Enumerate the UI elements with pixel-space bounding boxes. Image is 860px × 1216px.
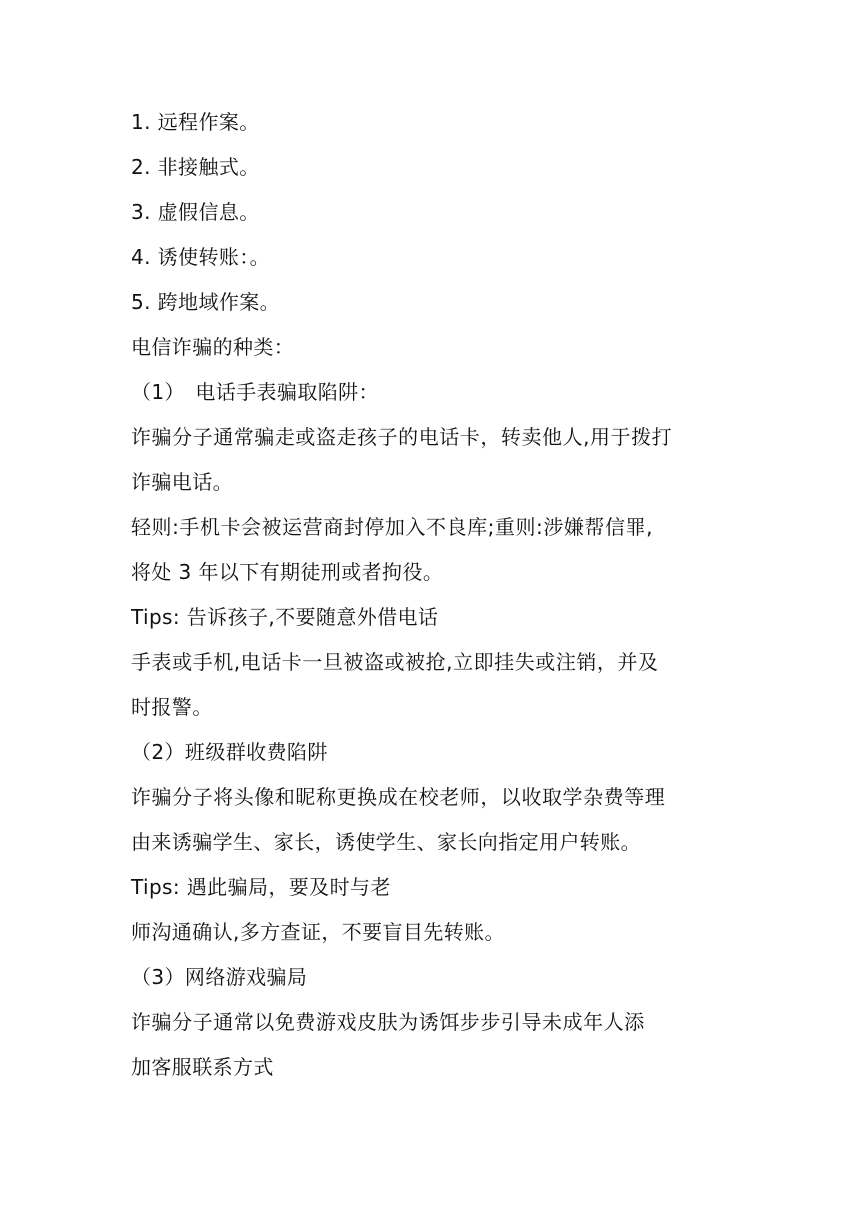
paragraph-line: 师沟通确认,多方查证，不要盲目先转账。 — [131, 920, 505, 944]
paragraph-line: 诈骗分子将头像和昵称更换成在校老师，以收取学杂费等理 — [131, 785, 666, 809]
subheading-online-game-scam: （3）网络游戏骗局 — [131, 965, 308, 989]
list-item-induce-transfer: 4. 诱使转账：。 — [131, 245, 271, 269]
list-item-remote-crime: 1. 远程作案。 — [131, 110, 260, 134]
subheading-class-group-fee-trap: （2）班级群收费陷阱 — [131, 740, 328, 764]
paragraph-line: 时报警。 — [131, 695, 213, 719]
tips-line: Tips: 遇此骗局，要及时与老 — [131, 875, 391, 899]
paragraph-line: 诈骗分子通常骗走或盗走孩子的电话卡，转卖他人,用于拨打 — [131, 425, 673, 449]
paragraph-line: 手表或手机,电话卡一旦被盗或被抢,立即挂失或注销，并及 — [131, 650, 659, 674]
paragraph-line: 轻则:手机卡会被运营商封停加入不良库;重则:涉嫌帮信罪, — [131, 515, 653, 539]
paragraph-line: 加客服联系方式 — [131, 1055, 274, 1079]
paragraph-line: 诈骗分子通常以免费游戏皮肤为诱饵步步引导未成年人添 — [131, 1010, 645, 1034]
list-item-non-contact: 2. 非接触式。 — [131, 155, 260, 179]
subheading-phone-watch-trap: （1） 电话手表骗取陷阱： — [131, 380, 379, 404]
tips-line: Tips: 告诉孩子,不要随意外借电话 — [131, 605, 439, 629]
paragraph-line: 诈骗电话。 — [131, 470, 233, 494]
section-heading-fraud-types: 电信诈骗的种类： — [131, 335, 295, 359]
paragraph-line: 将处 3 年以下有期徒刑或者拘役。 — [131, 560, 444, 584]
paragraph-line: 由来诱骗学生、家长，诱使学生、家长向指定用户转账。 — [131, 830, 641, 854]
list-item-cross-region: 5. 跨地域作案。 — [131, 290, 281, 314]
list-item-false-info: 3. 虚假信息。 — [131, 200, 260, 224]
document-body — [131, 112, 741, 1102]
